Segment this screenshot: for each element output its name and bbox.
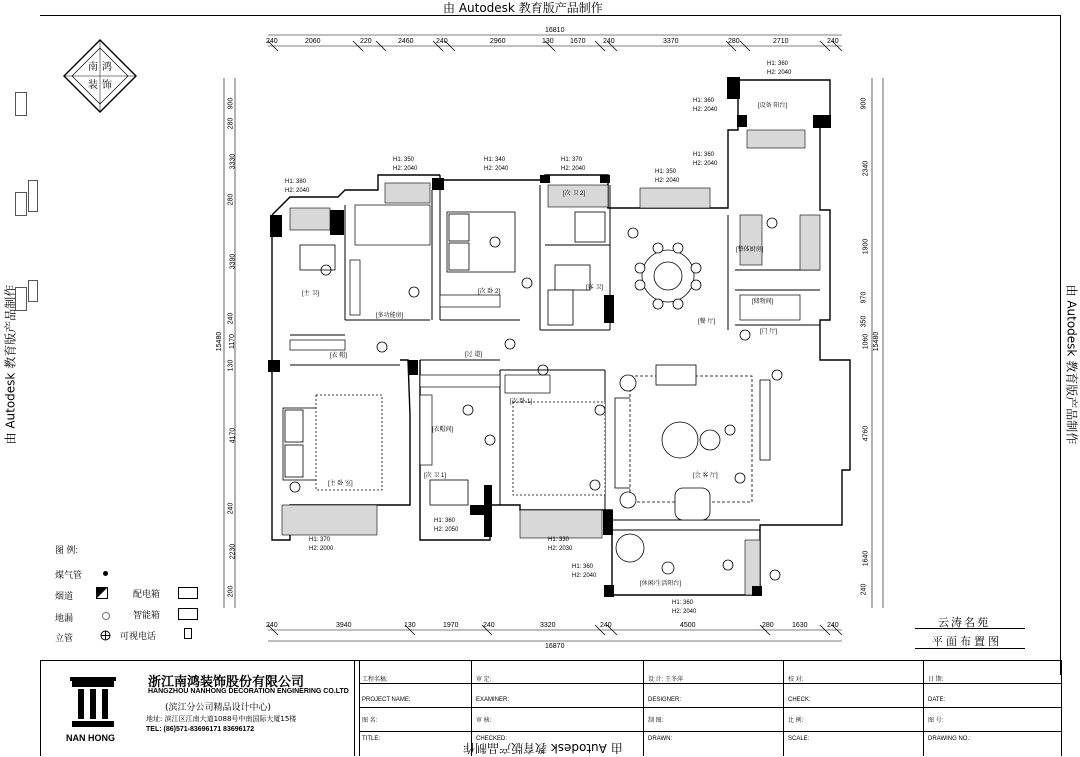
dim-right-6: 4760 [862,426,869,442]
dim-left-total: 15480 [216,332,223,351]
dim-left-1: 280 [227,118,234,130]
title-rule-1 [915,628,1025,629]
dim-left-5: 240 [227,313,234,325]
dim-bottom-6: 240 [600,622,612,629]
height-label: H1: 330 H2: 2030 [548,536,572,554]
height-label: H1: 360 H2: 2040 [672,599,696,617]
room-corridor: [过 道] [465,349,482,358]
tb-approve-cn: 审 定: [476,674,491,683]
legend-smart: 智能箱 [133,608,160,621]
room-equip-balcony: [设备 阳台] [758,100,787,109]
dim-left-3: 280 [227,194,234,206]
dim-top-2: 220 [360,38,372,45]
logo-char-1: 南 [88,58,98,73]
room-second-bath-2: [次 卫 2] [563,188,585,197]
logo-char-2: 鸿 [102,58,112,73]
legend-title: 图 例: [55,543,78,556]
project-name: 云涛名苑 [938,614,990,630]
dim-right-8: 240 [860,584,867,596]
dim-top-3: 2460 [398,38,414,45]
room-second-bed-2: [次 卧 2] [478,286,500,295]
dim-bottom-9: 1630 [792,622,808,629]
legend-gas: 煤气管 [55,568,82,581]
room-guest-bath: [客 卫] [586,282,603,291]
dim-bottom-5: 3320 [540,622,556,629]
tb-review-en: CHECKED: [476,736,507,742]
dim-left-10: 2230 [229,544,236,560]
watermark-left: 由 Autodesk 教育版产品制作 [2,285,19,445]
dim-right-0: 900 [860,98,867,110]
logo-char-4: 饰 [102,76,112,91]
height-label: H1: 370 H2: 2040 [561,156,585,174]
title-rule-2 [915,648,1025,649]
tb-project-cn: 工程名稿: [362,674,388,683]
company-name-en: HANGZHOU NANHONG DECORATION ENGINERING CO.LTD [148,688,349,695]
tb-drawn-en: DRAWN: [648,736,672,742]
dim-bottom-3: 1970 [443,622,459,629]
dim-top-5: 2960 [490,38,506,45]
brand-name: NAN HONG [66,733,115,743]
tb-designer-en: DESIGNER: [648,697,681,703]
room-entry: [门 厅] [760,326,777,335]
room-cloak: [衣 帽] [330,350,347,359]
room-multi: [多功能房] [376,310,403,319]
height-label: H1: 350 H2: 2040 [393,156,417,174]
room-leisure-balcony: [休闲/生活阳台] [640,578,681,587]
drawing-title: 平面布置图 [932,633,1002,649]
floor-drain-icon [102,612,110,620]
dim-top-8: 240 [603,38,615,45]
tb-date-cn: 日 期: [928,674,943,683]
dim-left-0: 900 [227,98,234,110]
room-walkin: [衣帽间] [432,424,453,433]
tb-check-cn: 校 对: [788,674,803,683]
dim-left-9: 240 [227,503,234,515]
nanhong-logo-icon [68,677,118,729]
dim-top-12: 240 [827,38,839,45]
dim-left-4: 3390 [229,254,236,270]
room-master-bed: [主 卧 室] [328,478,353,487]
legend-elec: 配电箱 [133,587,160,600]
dim-top-10: 280 [728,38,740,45]
room-master-bath: [主 卫] [302,288,319,297]
video-phone-icon [184,628,192,639]
tb-date-en: DATE: [928,697,945,703]
room-dining: [餐 厅] [698,316,715,325]
dim-left-11: 200 [227,586,234,598]
dim-top-1: 2060 [305,38,321,45]
dim-top-total: 16810 [545,27,564,34]
height-label: H1: 360 H2: 2040 [693,97,717,115]
dim-right-5: 1060 [862,334,869,350]
tb-drawing-no-en: DRAWING NO.: [928,736,971,742]
room-living: [会 客 厅] [693,470,718,479]
dim-right-3: 970 [860,292,867,304]
dim-bottom-10: 240 [827,622,839,629]
riser-icon [100,630,111,641]
dim-bottom-2: 130 [404,622,416,629]
dim-top-11: 2710 [773,38,789,45]
company-tel: TEL: (86)571-83696171 83696172 [146,726,254,733]
logo-char-3: 装 [88,76,98,91]
legend-drain: 地漏 [55,611,73,624]
watermark-bottom: 由 Autodesk 教育版产品制作 [463,740,623,757]
height-label: H1: 350 H2: 2040 [655,168,679,186]
tb-review-cn: 审 核: [476,715,491,724]
height-label: H1: 360 H2: 2040 [572,563,596,581]
company-name-cn: 浙江南鸿装饰股份有限公司 [148,671,304,690]
dim-top-7: 1670 [570,38,586,45]
tb-approve-en: EXAMINER: [476,697,509,703]
watermark-top: 由 Autodesk 教育版产品制作 [443,0,603,16]
dim-bottom-total: 16870 [545,643,564,650]
dim-right-total: 15480 [873,332,880,351]
tb-title-cn: 图 名: [362,715,377,724]
height-label: H1: 380 H2: 2040 [285,178,309,196]
dim-left-7: 130 [227,360,234,372]
smart-box-icon [178,608,198,620]
dim-top-4: 240 [436,38,448,45]
company-address: 地址: 滨江区江南大道1088号中南国际大厦15楼 [146,714,296,724]
tb-scale-cn: 比 例: [788,715,803,724]
height-label: H1: 340 H2: 2040 [484,156,508,174]
dim-left-8: 4170 [229,428,236,444]
dim-top-6: 130 [542,38,554,45]
electric-box-icon [178,587,198,599]
legend-flue: 烟道 [55,589,73,602]
tb-drawn-cn: 制 图: [648,715,663,724]
tb-scale-en: SCALE: [788,736,809,742]
height-label: H1: 370 H2: 2000 [309,536,333,554]
dim-bottom-8: 280 [762,622,774,629]
tb-designer-cn: 设 计: 王冬萍 [648,674,683,683]
room-second-bath-1: [次 卫 1] [424,470,446,479]
dim-right-1: 2340 [862,161,869,177]
dim-top-9: 3370 [663,38,679,45]
dim-left-2: 3330 [229,154,236,170]
dim-right-2: 1900 [862,239,869,255]
height-label: H1: 360 H2: 2050 [434,517,458,535]
height-label: H1: 360 H2: 2040 [767,60,791,78]
dim-left-6: 1170 [229,334,236,349]
dim-right-4: 350 [860,316,867,328]
company-branch: (滨江分公司精品设计中心) [165,700,271,713]
tb-check-en: CHECK: [788,697,811,703]
tb-title-en: TITLE: [362,736,380,742]
gas-pipe-icon [103,571,108,576]
dim-bottom-4: 240 [483,622,495,629]
tb-project-en: PROJECT NAME: [362,697,411,703]
tb-drawing-no-cn: 图 号: [928,715,943,724]
height-label: H1: 360 H2: 2040 [693,151,717,169]
legend-video-phone: 可视电话 [120,629,156,642]
room-kitchen: [整体厨房] [736,244,763,253]
dim-right-7: 1640 [862,551,869,567]
legend-riser: 立管 [55,631,73,644]
dim-bottom-1: 3940 [336,622,352,629]
dim-bottom-0: 240 [266,622,278,629]
room-second-bed-1: [次 卧 1] [510,396,532,405]
flue-icon [96,587,108,599]
dim-bottom-7: 4500 [680,622,696,629]
dim-top-0: 240 [266,38,278,45]
room-storage: [储物间] [752,296,773,305]
watermark-right: 由 Autodesk 教育版产品制作 [1064,285,1080,445]
